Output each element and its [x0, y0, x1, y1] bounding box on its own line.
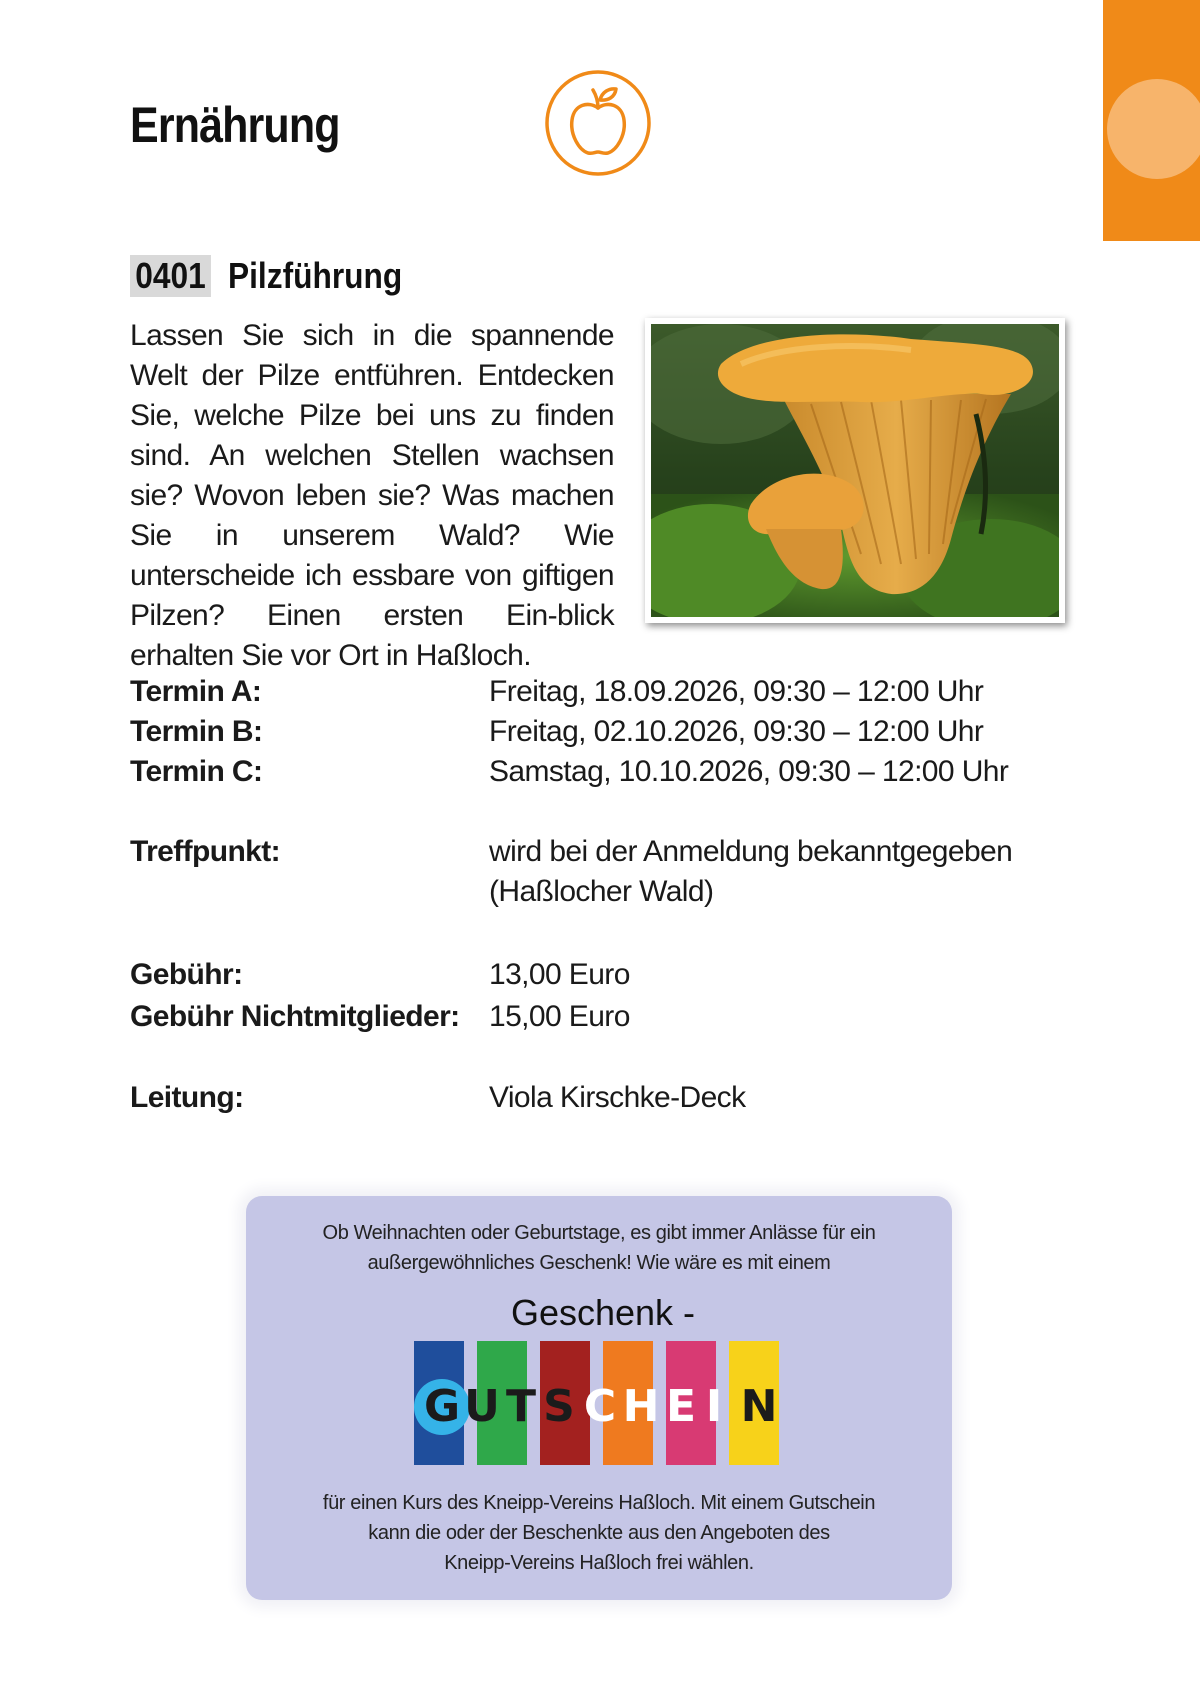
gutschein-letter: E — [665, 1381, 697, 1432]
section-color-tab — [1103, 0, 1200, 241]
voucher-outro-line-2: kann die oder der Beschenkte aus den Angeboten des — [368, 1522, 830, 1544]
gutschein-letter: T — [505, 1381, 536, 1432]
leitung-label: Leitung: — [130, 1081, 244, 1114]
gebuehr-value: 13,00 Euro — [489, 958, 630, 991]
treffpunkt-value: wird bei der Anmeldung bekanntgegeben — [489, 835, 1013, 868]
gebuehr-nichtmitglieder-value: 15,00 Euro — [489, 1000, 630, 1033]
termin-c-label: Termin C: — [130, 755, 263, 788]
voucher-geschenk-heading: Geschenk - — [510, 1292, 696, 1333]
gebuehr-nichtmitglieder-label: Gebühr Nichtmitglieder: — [130, 1000, 460, 1033]
voucher-intro — [246, 1218, 952, 1278]
gutschein-logo — [414, 1341, 788, 1465]
termin-b-label: Termin B: — [130, 715, 263, 748]
voucher-intro-line-1: Ob Weihnachten oder Geburtstage, es gibt immer Anlässe für ein — [322, 1222, 876, 1244]
section-title: Ernährung — [130, 97, 340, 153]
gutschein-letter: S — [543, 1381, 575, 1432]
termin-c-value: Samstag, 10.10.2026, 09:30 – 12:00 Uhr — [489, 755, 1009, 788]
voucher-outro — [246, 1488, 952, 1578]
voucher-intro-line-2: außergewöhnliches Geschenk! Wie wäre es mit einem — [367, 1252, 831, 1274]
gutschein-letter: H — [622, 1381, 660, 1432]
treffpunkt-value-detail: (Haßlocher Wald) — [489, 875, 714, 908]
gutschein-letter: C — [583, 1381, 617, 1432]
termin-a-value: Freitag, 18.09.2026, 09:30 – 12:00 Uhr — [489, 675, 984, 708]
course-title: Pilzführung — [228, 255, 403, 296]
gift-voucher-card — [246, 1196, 952, 1600]
course-number: 0401 — [130, 255, 211, 297]
gutschein-letter: U — [464, 1381, 500, 1432]
treffpunkt-label: Treffpunkt: — [130, 835, 281, 868]
apple-icon — [543, 68, 653, 178]
course-heading — [130, 255, 426, 297]
gutschein-letter: N — [740, 1381, 778, 1432]
tab-circle-decoration — [1107, 79, 1200, 179]
chanterelle-mushroom-photo — [645, 318, 1065, 623]
gebuehr-label: Gebühr: — [130, 958, 243, 991]
leitung-value: Viola Kirschke-Deck — [489, 1081, 746, 1114]
course-description: Lassen Sie sich in die spannende Welt der Pilze entführen. Entdecken Sie, welche Pilze bei uns zu finden sind. An welchen Stellen wachsen sie? Wovon leben sie? Was machen Sie in unserem Wald? Wie unterscheide ich essbare von giftigen Pilzen? Einen ersten Ein-blick erhalten Sie vor Ort in Haßloch. — [130, 319, 614, 672]
termin-a-label: Termin A: — [130, 675, 262, 708]
gutschein-letter: G — [423, 1381, 461, 1432]
termin-b-value: Freitag, 02.10.2026, 09:30 – 12:00 Uhr — [489, 715, 984, 748]
gutschein-letter: I — [705, 1381, 723, 1432]
voucher-outro-line-1: für einen Kurs des Kneipp-Vereins Haßloch. Mit einem Gutschein — [322, 1492, 876, 1514]
voucher-outro-line-3: Kneipp-Vereins Haßloch frei wählen. — [444, 1552, 754, 1574]
